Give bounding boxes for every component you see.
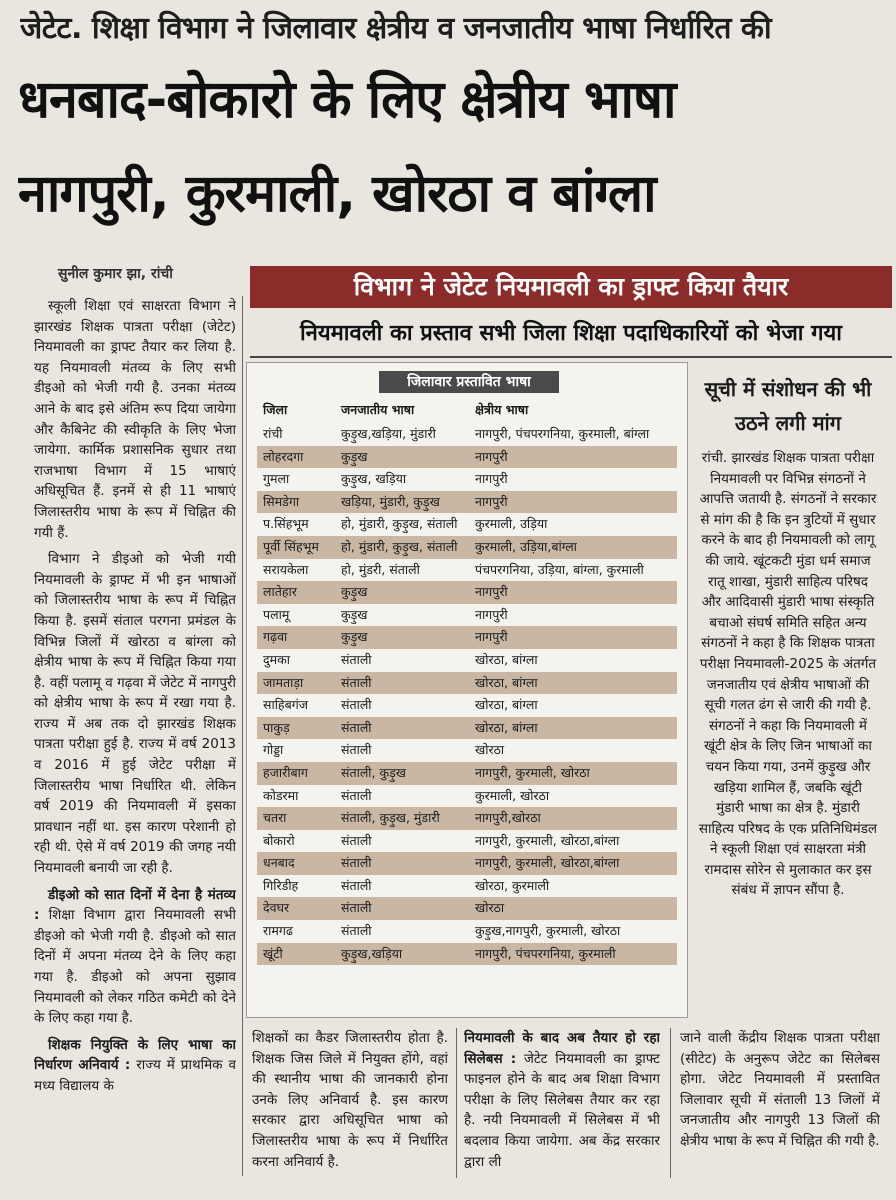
- table-row: [257, 943, 677, 966]
- cell-district: लोहरदगा: [263, 448, 304, 464]
- table-row: [257, 717, 677, 740]
- column-divider: [242, 296, 243, 1176]
- bottom-column-2: [464, 1028, 660, 1178]
- cell-regional: खोरठा: [475, 900, 505, 916]
- cell-regional: नागपुरी: [475, 493, 508, 509]
- cell-district: सरायकेला: [263, 561, 309, 577]
- cell-tribal: हो, मुंडारी, कुड़ुख, संताली: [341, 516, 458, 532]
- cell-tribal: कुड़ुख,खड़िया, मुंडारी: [341, 426, 436, 441]
- table-row: [257, 468, 677, 491]
- cell-district: कोडरमा: [263, 787, 299, 803]
- bottom-text-2: जेटेट नियमावली का ड्राफ्ट फाइनल होने के बाद अब शिक्षा विभाग परीक्षा के लिए सिलेबस तैयार कर रहा है. नयी नियमावली में सिलेबस में भी बदलाव किया जायेगा. अब केंद्र सरकार द्वारा ली: [464, 1050, 660, 1170]
- cell-district: साहिबगंज: [263, 697, 309, 713]
- cell-regional: नागपुरी, पंचपरगनिया, कुरमाली: [475, 945, 616, 961]
- cell-district: चतरा: [263, 810, 287, 826]
- cell-regional: नागपुरी: [475, 448, 508, 464]
- cell-regional: नागपुरी, पंचपरगनिया, कुरमाली, बांग्ला: [475, 426, 650, 441]
- left-paragraph-4: राज्य में प्राथमिक व मध्य विद्यालय के: [34, 1057, 236, 1094]
- cell-tribal: संताली: [341, 900, 372, 916]
- cell-district: लातेहार: [263, 584, 297, 600]
- table-row: [257, 491, 677, 514]
- section-subbanner: नियमावली का प्रस्ताव सभी जिला शिक्षा पदाधिकारियों को भेजा गया: [250, 312, 892, 358]
- table-row: [257, 672, 677, 695]
- cell-tribal: संताली: [341, 832, 372, 848]
- cell-tribal: संताली: [341, 651, 372, 667]
- left-paragraph-3: शिक्षा विभाग द्वारा नियमावली सभी डीइओ को भेजी गयी है. डीइओ को सात दिनों में अपना मंतव्य देने के लिए कहा गया है. डीइओ को अपना सुझाव नियमावली को लेकर गठित कमेटी को देने के लिए कहा गया है.: [34, 907, 236, 1027]
- bottom-subhead: नियमावली के बाद अब तैयार हो रहा सिलेबस :: [464, 1030, 660, 1067]
- cell-tribal: कुड़ुख,खड़िया: [341, 945, 403, 961]
- table-title: जिलावार प्रस्तावित भाषा: [379, 371, 559, 393]
- cell-regional: नागपुरी, कुरमाली, खोरठा: [475, 764, 590, 780]
- bottom-text-3: जाने वाली केंद्रीय शिक्षक पात्रता परीक्षा (सीटेट) के अनुरूप जेटेट का सिलेबस होगा. जेटेट नियमावली में प्रस्तावित जिलावार सूची में संताली 13 जिलों में जनजातीय और नागपुरी 13 जिलों की क्षेत्रीय भाषा के रूप में चिह्नित की गयी है.: [680, 1030, 880, 1149]
- left-subhead-2: शिक्षक नियुक्ति के लिए भाषा का निर्धारण अनिवार्य :: [34, 1036, 236, 1074]
- cell-regional: खोरठा, बांग्ला: [475, 697, 538, 713]
- cell-district: पलामू: [263, 606, 290, 622]
- district-language-table: [246, 362, 688, 1018]
- cell-district: देवघर: [263, 900, 290, 916]
- table-row: [257, 875, 677, 898]
- cell-regional: खोरठा: [475, 742, 505, 758]
- kicker-line: जेटेट. शिक्षा विभाग ने जिलावार क्षेत्रीय व जनजातीय भाषा निर्धारित की: [20, 11, 772, 46]
- cell-tribal: संताली: [341, 877, 372, 893]
- bottom-column-3: [680, 1028, 880, 1178]
- cell-district: पाकुड़: [263, 719, 290, 735]
- headline-line-2: नागपुरी, कुरमाली, खोरठा व बांग्ला: [18, 164, 656, 224]
- table-body: [257, 423, 677, 965]
- cell-tribal: संताली: [341, 674, 372, 690]
- bottom-column-1: [252, 1028, 448, 1178]
- cell-tribal: हो, मुंडारी, कुड़ुख, संताली: [341, 538, 458, 554]
- cell-district: हजारीबाग: [263, 764, 308, 780]
- cell-regional: नागपुरी: [475, 629, 508, 645]
- cell-regional: कुड़ुख,नागपुरी, कुरमाली, खोरठा: [475, 923, 621, 939]
- side-column: [698, 448, 878, 1020]
- cell-regional: नागपुरी: [475, 606, 508, 622]
- cell-tribal: संताली: [341, 697, 372, 713]
- table-row: [257, 739, 677, 762]
- cell-district: रांची: [263, 426, 283, 441]
- cell-regional: कुरमाली, उड़िया: [475, 516, 548, 532]
- table-row: [257, 694, 677, 717]
- side-text: रांची. झारखंड शिक्षक पात्रता परीक्षा नियमावली पर विभिन्न संगठनों ने आपत्ति जतायी है. संगठनों ने सरकार से मांग की है कि इन त्रुटियों में सुधार करने के बाद ही नियमावली को लागू की जाये. खूंटकटी मुंडा धर्म समाज रातू शाखा, मुंडारी साहित्य परिषद और आदिवासी मुंडारी भाषा संस्कृति बचाओ संघर्ष समिति सहित अन्य संगठनों ने कहा है कि शिक्षक पात्रता परीक्षा नियमावली-2025 के अंतर्गत जनजातीय एवं क्षेत्रीय भाषाओं की सूची गलत ढंग से जारी की गयी है. संगठनों ने कहा कि नियमावली में खूंटी क्षेत्र के लिए जिन भाषाओं का चयन किया गया, उनमें कुड़ुख और खड़िया शामिल हैं, जबकि खूंटी मुंडारी भाषा का क्षेत्र है. मुंडारी साहित्य परिषद के एक प्रतिनिधिमंडल ने स्कूली शिक्षा एवं साक्षरता मंत्री रामदास सोरेन से मुलाकात कर इस संबंध में ज्ञापन सौंपा है.: [698, 450, 878, 899]
- left-subhead-1: डीइओ को सात दिनों में देना है मंतव्य :: [34, 886, 236, 924]
- table-row: [257, 581, 677, 604]
- cell-district: बोकारो: [263, 832, 295, 848]
- column-divider: [670, 1028, 671, 1178]
- cell-district: प.सिंहभूम: [263, 516, 309, 532]
- cell-tribal: संताली: [341, 923, 372, 939]
- cell-district: खूंटी: [263, 945, 283, 961]
- cell-district: गुमला: [263, 471, 290, 487]
- table-row: [257, 536, 677, 559]
- section-banner: विभाग ने जेटेट नियमावली का ड्राफ्ट किया तैयार: [250, 266, 892, 308]
- table-row: [257, 626, 677, 649]
- cell-regional: नागपुरी, कुरमाली, खोरठा,बांग्ला: [475, 832, 620, 848]
- left-paragraph-1: स्कूली शिक्षा एवं साक्षरता विभाग ने झारखंड शिक्षक पात्रता परीक्षा (जेटेट) नियमावली का ड्राफ्ट तैयार कर लिया है. यह नियमावली मंतव्य के लिए सभी डीइओ को भेजी गयी है. उनका मंतव्य आने के बाद इसे अंतिम रूप दिया जायेगा और कैबिनेट की स्वीकृति के लिए भेजा जायेगा. कार्मिक प्रशासनिक सुधार तथा राजभाषा विभाग में 15 भाषाएं अधिसूचित हैं. इनमें से ही 11 भाषाएं जिलास्तरीय भाषा के रूप में चिह्नित की गयी हैं.: [34, 298, 236, 541]
- table-header: [257, 401, 677, 421]
- cell-regional: खोरठा, कुरमाली: [475, 877, 550, 893]
- left-paragraph-2: विभाग ने डीइओ को भेजी गयी नियमावली के ड्राफ्ट में भी इन भाषाओं को जिलास्तरीय भाषा के रूप में चिह्नित किया है. इसमें संताल परगना प्रमंडल के विभिन्न जिलों में खोरठा व बांग्ला को क्षेत्रीय भाषा के रूप में चिह्नित किया गया है. वहीं पलामू व गढ़वा में जेटेट में नागपुरी को क्षेत्रीय भाषा के रूप में रखा गया है. राज्य में अब तक दो झारखंड शिक्षक पात्रता परीक्षा हुई है. राज्य में वर्ष 2013 व 2016 में हुई जेटेट परीक्षा में जिलास्तरीय भाषा निर्धारित थी. लेकिन वर्ष 2019 की नियमावली में इसका प्रावधान नहीं था. इस कारण परेशानी हो रही थी. ऐसे में वर्ष 2019 की जगह नयी नियमावली बनायी जा रही है.: [34, 551, 236, 877]
- cell-tribal: संताली, कुड़ुख: [341, 764, 406, 780]
- cell-district: गिरिडीह: [263, 877, 299, 893]
- header-regional: क्षेत्रीय भाषा: [475, 402, 529, 417]
- cell-district: गोड्डा: [263, 742, 284, 758]
- cell-regional: कुरमाली, उड़िया,बांग्ला: [475, 538, 577, 554]
- cell-tribal: कुड़ुख: [341, 606, 368, 622]
- byline: सुनील कुमार झा, रांची: [58, 266, 173, 282]
- cell-district: पूर्वी सिंहभूम: [263, 538, 319, 554]
- table-row: [257, 604, 677, 627]
- cell-tribal: कुड़ुख, खड़िया: [341, 471, 407, 487]
- cell-regional: कुरमाली, खोरठा: [475, 787, 550, 803]
- table-row: [257, 785, 677, 808]
- cell-district: सिमडेगा: [263, 493, 300, 509]
- cell-tribal: कुड़ुख: [341, 629, 368, 645]
- headline-line-1: धनबाद-बोकारो के लिए क्षेत्रीय भाषा: [18, 70, 676, 130]
- cell-tribal: हो, मुंडरी, संताली: [341, 561, 420, 577]
- cell-tribal: संताली: [341, 742, 372, 758]
- cell-regional: नागपुरी,खोरठा: [475, 810, 541, 826]
- table-row: [257, 649, 677, 672]
- table-row: [257, 920, 677, 943]
- table-row: [257, 559, 677, 582]
- table-row: [257, 852, 677, 875]
- table-row: [257, 423, 677, 446]
- header-district: जिला: [263, 402, 288, 417]
- cell-regional: नागपुरी: [475, 471, 508, 487]
- cell-district: दुमका: [263, 651, 290, 667]
- cell-tribal: संताली: [341, 855, 372, 871]
- cell-tribal: कुड़ुख: [341, 584, 368, 600]
- cell-regional: नागपुरी: [475, 584, 508, 600]
- cell-tribal: संताली, कुड़ुख, मुंडारी: [341, 810, 440, 826]
- cell-tribal: कुड़ुख: [341, 448, 368, 464]
- table-row: [257, 897, 677, 920]
- cell-district: जामताड़ा: [263, 674, 304, 690]
- cell-district: धनबाद: [263, 855, 295, 871]
- table-row: [257, 513, 677, 536]
- header-tribal: जनजातीय भाषा: [341, 402, 415, 417]
- column-divider: [456, 1028, 457, 1178]
- table-row: [257, 762, 677, 785]
- table-row: [257, 807, 677, 830]
- cell-regional: खोरठा, बांग्ला: [475, 651, 538, 667]
- cell-regional: नागपुरी, कुरमाली, खोरठा,बांग्ला: [475, 855, 620, 871]
- cell-tribal: खड़िया, मुंडारी, कुड़ुख: [341, 493, 440, 509]
- cell-regional: पंचपरगनिया, उड़िया, बांग्ला, कुरमाली: [475, 561, 644, 577]
- cell-regional: खोरठा, बांग्ला: [475, 719, 538, 735]
- cell-district: गढ़वा: [263, 629, 288, 645]
- left-column: [34, 296, 236, 1186]
- cell-tribal: संताली: [341, 787, 372, 803]
- table-row: [257, 830, 677, 853]
- table-row: [257, 446, 677, 469]
- cell-district: रामगढ: [263, 923, 293, 939]
- cell-regional: खोरठा, बांग्ला: [475, 674, 538, 690]
- bottom-text-1: शिक्षकों का कैडर जिलास्तरीय होता है. शिक्षक जिस जिले में नियुक्त होंगे, वहां की स्थानीय भाषा की जानकारी होना उनके लिए अनिवार्य है. इस कारण सरकार द्वारा अधिसूचित भाषा को जिलास्तरीय भाषा के रूप में निर्धारित करना अनिवार्य है.: [252, 1030, 448, 1170]
- side-heading: सूची में संशोधन की भी उठने लगी मांग: [704, 377, 872, 435]
- cell-tribal: संताली: [341, 719, 372, 735]
